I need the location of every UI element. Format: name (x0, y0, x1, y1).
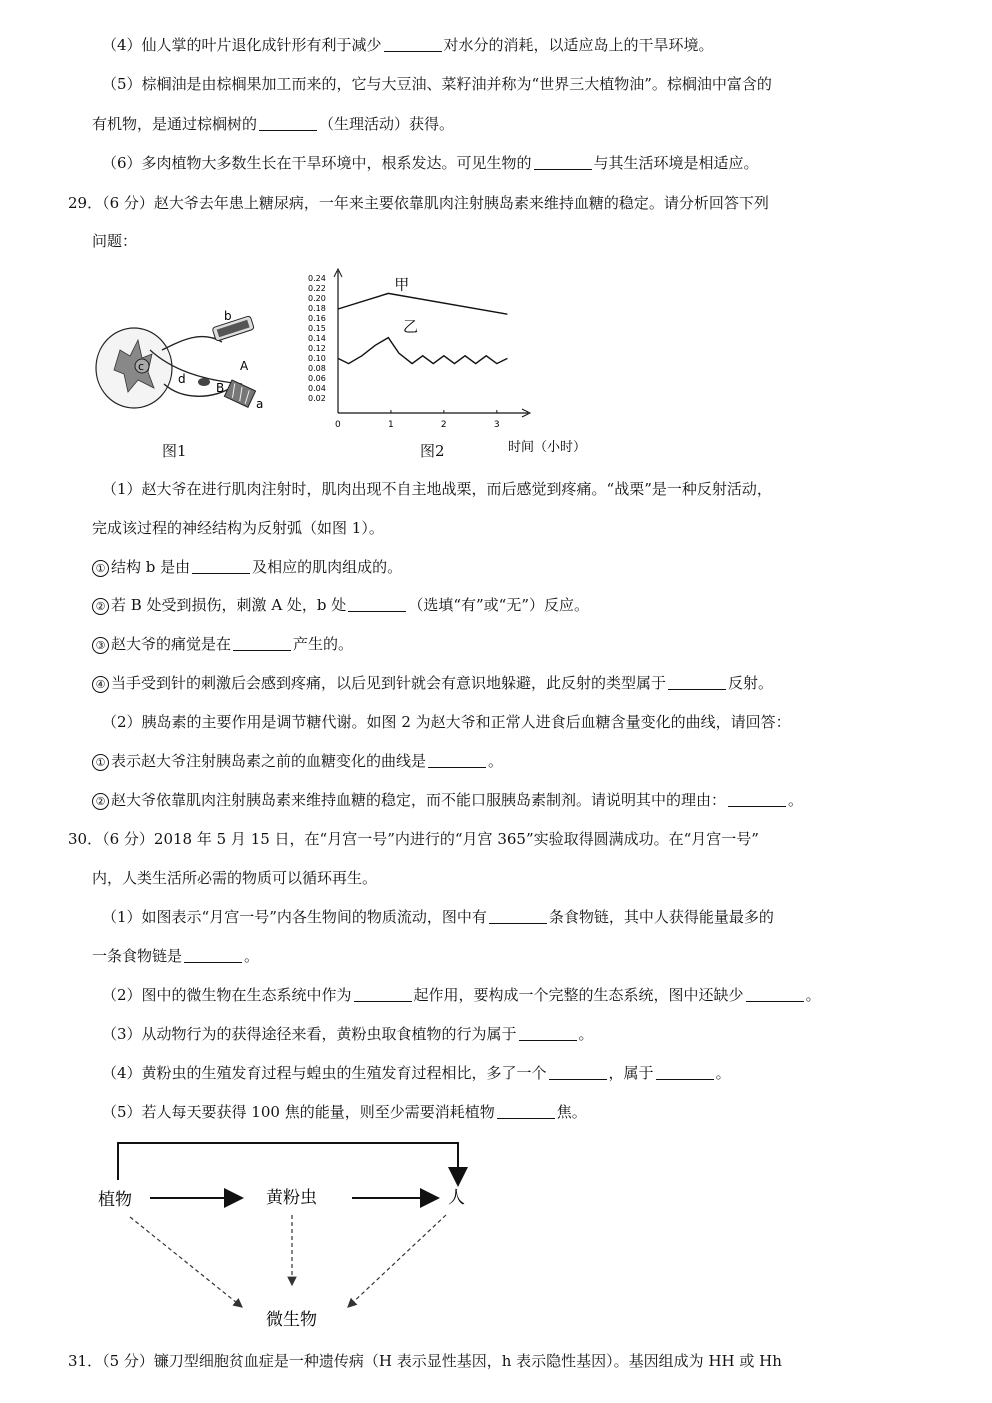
q30-part-5: （5）若人每天要获得 100 焦的能量，则至少需要消耗植物 焦。 (102, 1103, 587, 1121)
q30-part-2: （2）图中的微生物在生态系统中作为 起作用，要构成一个完整的生态系统，图中还缺少 。 (102, 986, 821, 1004)
q29-stem: 29．（6 分）赵大爷去年患上糖尿病，一年来主要依靠肌肉注射胰岛素来维持血糖的稳定。请分析回答下列 (68, 194, 769, 212)
answer-blank[interactable] (497, 1102, 555, 1119)
answer-blank[interactable] (184, 946, 242, 963)
circled-number: ③ (92, 637, 109, 654)
answer-blank[interactable] (192, 557, 250, 574)
y-tick-label: 0.12 (308, 344, 326, 353)
q29-part-2: （2）胰岛素的主要作用是调节糖代谢。如图 2 为赵大爷和正常人进食后血糖含量变化的曲线，请回答： (102, 713, 791, 731)
figure-2-caption: 图2 (420, 442, 445, 460)
circled-number: ① (92, 754, 109, 771)
fig1-label-c: c (138, 360, 145, 373)
fig1-label-B: B (216, 381, 225, 395)
q29-part-1: （1）赵大爷在进行肌肉注射时，肌肉出现不自主地战栗，而后感觉到疼痛。“战栗”是一种反射活动， (102, 480, 772, 498)
x-tick-label: 3 (493, 420, 500, 430)
figure-1-reflex-arc (92, 300, 282, 420)
q29-sub-1: ① 结构 b 是由 及相应的肌肉组成的。 (92, 556, 402, 578)
x-tick-label: 2 (440, 420, 447, 430)
fig1-label-A: A (240, 359, 249, 373)
y-tick-label: 0.24 (308, 274, 326, 283)
y-tick-label: 0.16 (308, 314, 326, 323)
q29-sub-4: ④ 当手受到针的刺激后会感到疼痛，以后见到针就会有意识地躲避，此反射的类型属于 反射。 (92, 672, 773, 694)
answer-blank[interactable] (534, 153, 592, 170)
y-tick-label: 0.20 (308, 294, 326, 303)
x-axis-label: 时间（小时） (508, 440, 587, 455)
answer-blank[interactable] (348, 595, 406, 612)
q28-item-5-cont: 有机物，是通过棕榈树的 （生理活动）获得。 (92, 115, 455, 133)
answer-blank[interactable] (668, 673, 726, 690)
y-tick-label: 0.14 (308, 334, 326, 343)
y-tick-label: 0.08 (308, 364, 326, 373)
q29-sub-3: ③ 赵大爷的痛觉是在 产生的。 (92, 633, 353, 655)
y-tick-label: 0.15 (308, 324, 326, 333)
x-tick-label: 0 (335, 420, 341, 430)
series-line-yi (338, 338, 507, 364)
q29-part-2-sub-1: ① 表示赵大爷注射胰岛素之前的血糖变化的曲线是 。 (92, 750, 503, 772)
q31-stem: 31．（5 分）镰刀型细胞贫血症是一种遗传病（H 表示显性基因，h 表示隐性基因）。基因组成为 HH 或 Hh (68, 1352, 782, 1370)
q29-sub-2: ② 若 B 处受到损伤，刺激 A 处，b 处 （选填“有”或“无”）反应。 (92, 594, 589, 616)
y-tick-label: 0.22 (308, 284, 326, 293)
y-tick-label: 0.18 (308, 304, 326, 313)
q30-stem-cont: 内，人类生活所必需的物质可以循环再生。 (92, 869, 378, 887)
y-tick-label: 0.06 (308, 374, 326, 383)
y-tick-label: 0.02 (308, 394, 326, 403)
answer-blank[interactable] (259, 114, 317, 131)
q30-part-3: （3）从动物行为的获得途径来看，黄粉虫取食植物的行为属于 。 (102, 1025, 594, 1043)
q29-part-1-cont: 完成该过程的神经结构为反射弧（如图 1）。 (92, 519, 384, 537)
fig1-label-d: d (178, 372, 186, 386)
q29-stem-cont: 问题： (92, 232, 138, 250)
answer-blank[interactable] (489, 907, 547, 924)
circled-number: ② (92, 793, 109, 810)
q30-part-1-cont: 一条食物链是 。 (92, 947, 260, 965)
y-tick-label: 0.10 (308, 354, 326, 363)
answer-blank[interactable] (656, 1063, 714, 1080)
circled-number: ④ (92, 676, 109, 693)
answer-blank[interactable] (549, 1063, 607, 1080)
answer-blank[interactable] (728, 790, 786, 807)
q30-part-4: （4）黄粉虫的生殖发育过程与蝗虫的生殖发育过程相比，多了一个 ，属于 。 (102, 1064, 731, 1082)
series-label-jia: 甲 (394, 275, 410, 294)
node-mealworm: 黄粉虫 (266, 1188, 317, 1208)
q29-part-2-sub-2: ② 赵大爷依靠肌肉注射胰岛素来维持血糖的稳定，而不能口服胰岛素制剂。请说明其中的理由： 。 (92, 789, 803, 811)
answer-blank[interactable] (233, 634, 291, 651)
x-tick-label: 1 (387, 420, 394, 430)
q28-item-6: （6）多肉植物大多数生长在干旱环境中，根系发达。可见生物的 与其生活环境是相适应。 (102, 154, 759, 172)
circled-number: ② (92, 598, 109, 615)
q28-item-5: （5）棕榈油是由棕榈果加工而来的，它与大豆油、菜籽油并称为“世界三大植物油”。棕榈油中富含的 (102, 75, 772, 93)
fig1-label-a: a (256, 397, 264, 411)
y-tick-label: 0.04 (308, 384, 326, 393)
figure-1-caption: 图1 (162, 442, 187, 460)
node-human: 人 (448, 1188, 465, 1208)
answer-blank[interactable] (428, 751, 486, 768)
q30-part-1: （1）如图表示“月宫一号”内各生物间的物质流动，图中有 条食物链，其中人获得能量最多的 (102, 908, 774, 926)
series-line-jia (338, 293, 507, 314)
q30-stem: 30．（6 分）2018 年 5 月 15 日，在“月宫一号”内进行的“月宫 365”实验取得圆满成功。在“月宫一号” (68, 830, 759, 848)
food-web-diagram (90, 1135, 490, 1335)
circled-number: ① (92, 560, 109, 577)
figure-2-glucose-chart (300, 268, 590, 468)
answer-blank[interactable] (519, 1024, 577, 1041)
answer-blank[interactable] (354, 985, 412, 1002)
fig1-label-b: b (224, 309, 232, 323)
answer-blank[interactable] (746, 985, 804, 1002)
q28-item-4: （4）仙人掌的叶片退化成针形有利于减少 对水分的消耗，以适应岛上的干旱环境。 (102, 36, 714, 54)
node-plant: 植物 (98, 1190, 132, 1210)
answer-blank[interactable] (384, 35, 442, 52)
node-microbe: 微生物 (266, 1310, 317, 1330)
series-label-yi: 乙 (402, 317, 418, 336)
